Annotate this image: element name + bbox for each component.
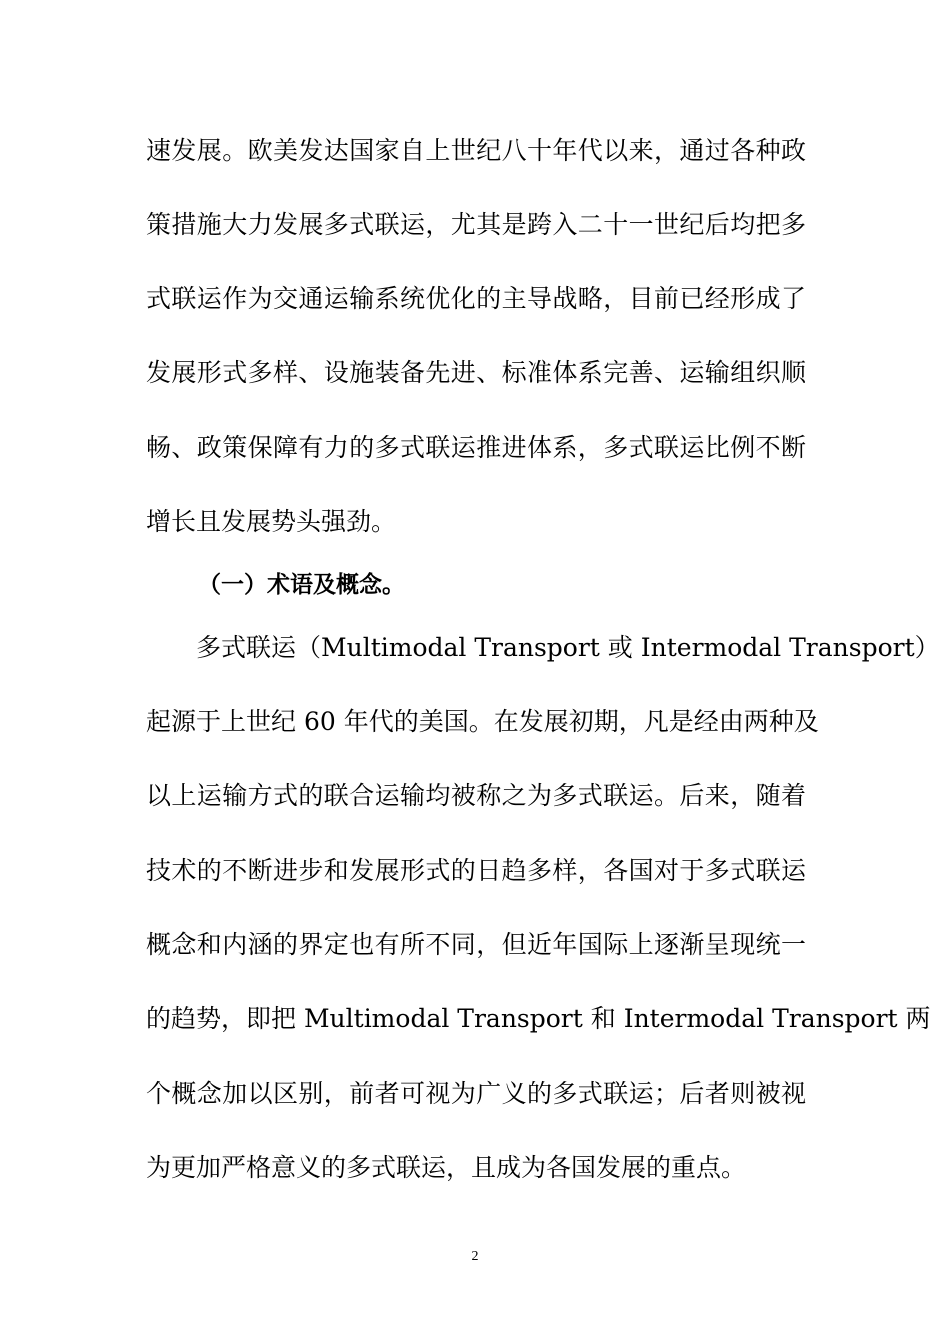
paragraph-line: 以上运输方式的联合运输均被称之为多式联运。后来，随着 (146, 781, 806, 810)
paragraph-line: 式联运作为交通运输系统优化的主导战略，目前已经形成了 (146, 284, 806, 313)
paragraph-line: 多式联运（Multimodal Transport 或 Intermodal Transport） (196, 633, 940, 662)
paragraph-line: 发展形式多样、设施装备先进、标准体系完善、运输组织顺 (146, 358, 806, 387)
paragraph-line: 的趋势，即把 Multimodal Transport 和 Intermodal Transport 两 (146, 1004, 931, 1033)
paragraph-line: 速发展。欧美发达国家自上世纪八十年代以来，通过各种政 (146, 136, 806, 165)
page-number: 2 (471, 1249, 479, 1264)
paragraph-line: 起源于上世纪 60 年代的美国。在发展初期，凡是经由两种及 (146, 707, 819, 736)
paragraph-line: 为更加严格意义的多式联运，且成为各国发展的重点。 (146, 1153, 747, 1182)
paragraph-line: 技术的不断进步和发展形式的日趋多样，各国对于多式联运 (146, 856, 806, 885)
paragraph-line: 个概念加以区别，前者可视为广义的多式联运；后者则被视 (146, 1079, 806, 1108)
paragraph-line: 增长且发展势头强劲。 (146, 507, 397, 536)
paragraph-line: 畅、政策保障有力的多式联运推进体系，多式联运比例不断 (146, 433, 806, 462)
paragraph-line: 策措施大力发展多式联运，尤其是跨入二十一世纪后均把多 (146, 210, 806, 239)
paragraph-line: 概念和内涵的界定也有所不同，但近年国际上逐渐呈现统一 (146, 930, 806, 959)
section-heading: （一）术语及概念。 (198, 572, 405, 598)
